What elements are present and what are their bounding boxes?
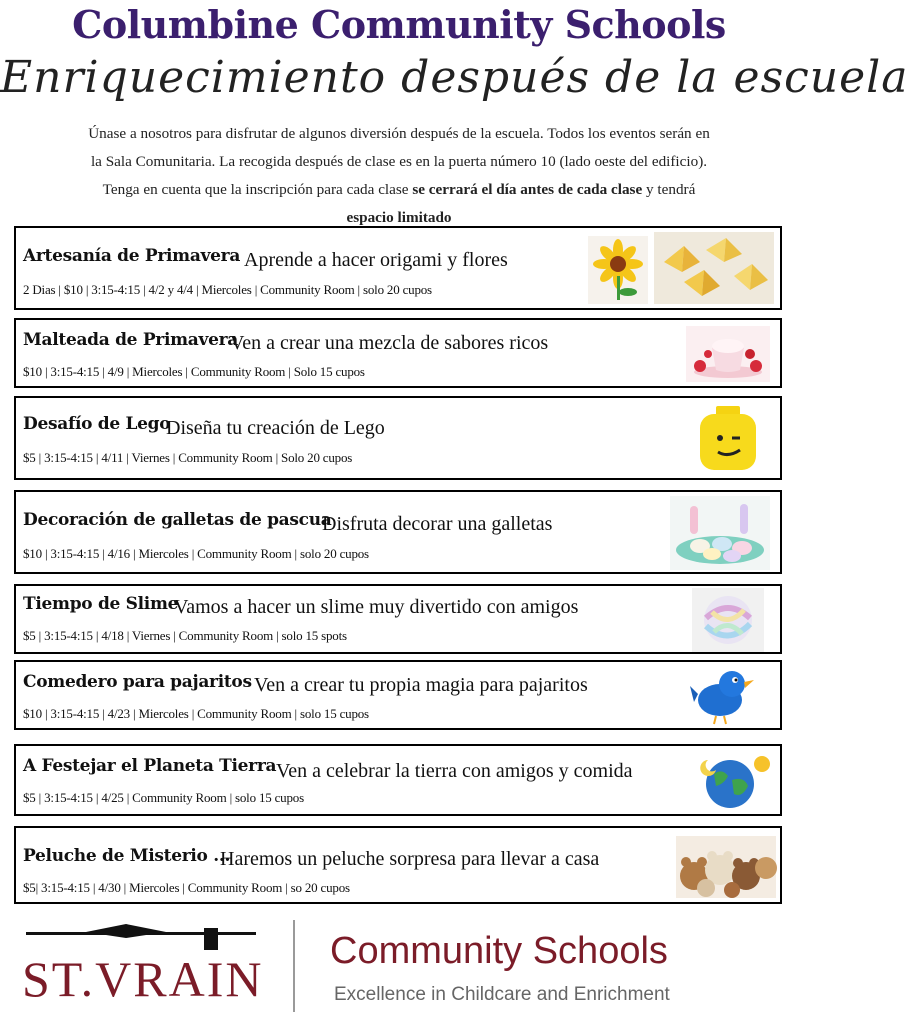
bluebird-image <box>690 664 756 728</box>
lego-head-image <box>692 404 764 476</box>
community-schools-title: Community Schools <box>330 930 668 972</box>
event-card <box>14 660 782 730</box>
event-card <box>14 584 782 654</box>
event-name: Decoración de galletas de pascua <box>23 510 332 530</box>
st-vrain-logo: ST.VRAIN <box>22 951 264 1007</box>
event-details: $5 | 3:15-4:15 | 4/18 | Viernes | Community Room | solo 15 spots <box>23 628 347 643</box>
slime-image <box>692 588 764 652</box>
intro-line: Tenga en cuenta que la inscripción para cada clase se cerrará el día antes de cada clase y tendrá <box>102 181 696 198</box>
milkshake-image <box>686 326 770 382</box>
intro-line: Únase a nosotros para disfrutar de algunos diversión después de la escuela. Todos los eventos serán en <box>88 125 710 142</box>
event-description: Haremos un peluche sorpresa para llevar a casa <box>220 848 600 870</box>
event-description: Ven a celebrar la tierra con amigos y comida <box>276 760 633 782</box>
sunflower-craft-image <box>588 236 648 304</box>
event-details: $5 | 3:15-4:15 | 4/25 | Community Room | solo 15 cupos <box>23 790 304 805</box>
event-details: $10 | 3:15-4:15 | 4/23 | Miercoles | Community Room | solo 15 cupos <box>23 706 369 721</box>
event-details: $10 | 3:15-4:15 | 4/9 | Miercoles | Community Room | Solo 15 cupos <box>23 364 365 379</box>
event-card <box>14 226 782 310</box>
event-description: Aprende a hacer origami y flores <box>244 249 508 271</box>
easter-cookies-image <box>670 496 770 570</box>
school-title: Columbine Community Schools <box>72 2 726 47</box>
intro-line: la Sala Comunitaria. La recogida después de clase es en la puerta número 10 (lado oeste del edificio). <box>90 153 708 170</box>
event-description: Vamos a hacer un slime muy divertido con amigos <box>174 596 579 618</box>
intro-line: espacio limitado <box>346 209 452 226</box>
event-description: Ven a crear una mezcla de sabores ricos <box>230 332 549 354</box>
event-name: Artesanía de Primavera <box>23 246 241 266</box>
event-card <box>14 744 782 816</box>
event-description: Disfruta decorar una galletas <box>322 513 553 535</box>
event-card <box>14 826 782 904</box>
event-card <box>14 396 782 480</box>
event-name: Comedero para pajaritos <box>23 672 252 692</box>
event-description: Ven a crear tu propia magia para pajaritos <box>254 674 588 696</box>
event-details: 2 Dias | $10 | 3:15-4:15 | 4/2 y 4/4 | Miercoles | Community Room | solo 20 cupos <box>23 282 432 297</box>
footer-divider <box>293 920 295 1012</box>
stuffed-animals-image <box>676 836 776 898</box>
intro-paragraph <box>12 120 786 232</box>
origami-butterflies-image <box>654 232 774 304</box>
event-name: Malteada de Primavera <box>23 330 238 350</box>
graduation-cap-icon <box>26 924 256 950</box>
event-name: Peluche de Misterio ... <box>23 846 231 866</box>
event-name: Desafío de Lego <box>23 414 171 434</box>
event-details: $5| 3:15-4:15 | 4/30 | Miercoles | Community Room | so 20 cupos <box>23 880 350 895</box>
event-details: $5 | 3:15-4:15 | 4/11 | Viernes | Community Room | Solo 20 cupos <box>23 450 353 465</box>
earth-globe-image <box>698 750 774 812</box>
event-name: Tiempo de Slime <box>23 594 179 614</box>
event-description: Diseña tu creación de Lego <box>166 417 385 439</box>
event-name: A Festejar el Planeta Tierra <box>23 756 277 776</box>
community-schools-tagline: Excellence in Childcare and Enrichment <box>334 984 670 1005</box>
event-card <box>14 318 782 388</box>
program-title: Enriquecimiento después de la escuela <box>0 52 908 103</box>
event-details: $10 | 3:15-4:15 | 4/16 | Miercoles | Community Room | solo 20 cupos <box>23 546 369 561</box>
event-card <box>14 490 782 574</box>
